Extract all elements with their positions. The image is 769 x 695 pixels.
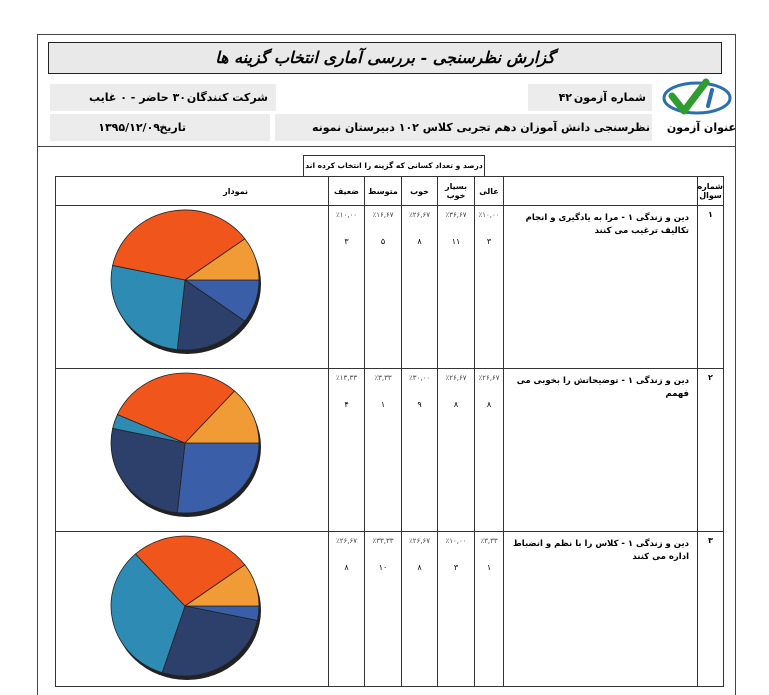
option-count: ۱ bbox=[486, 563, 492, 572]
exam-title-value: نظرسنجی دانش آموزان دهم تجربی کلاس ۱۰۲ دبیرستان نمونه bbox=[311, 121, 650, 134]
col-option-header: عالی bbox=[475, 177, 504, 206]
col-chart-header: نمودار bbox=[56, 177, 329, 206]
participants-box bbox=[50, 84, 276, 111]
option-cell bbox=[329, 532, 365, 687]
option-percent: ٪۲۶,۶۷ bbox=[335, 537, 358, 545]
option-percent: ٪۳۶,۶۷ bbox=[445, 211, 467, 219]
option-cell bbox=[475, 369, 504, 532]
option-percent: ٪۳,۳۳ bbox=[374, 374, 392, 382]
option-percent: ٪۳۳,۳۳ bbox=[372, 537, 394, 545]
question-text: دین و زندگی ۱ - کلاس را با نظم و انضباط اداره می کنند bbox=[504, 532, 698, 687]
question-number: ۱ bbox=[698, 206, 724, 369]
option-count: ۸ bbox=[417, 563, 422, 572]
option-count: ۳ bbox=[486, 237, 492, 246]
results-table bbox=[55, 176, 724, 687]
pie-chart-cell bbox=[56, 532, 329, 687]
question-text: دین و زندگی ۱ - مرا به یادگیری و انجام تکالیف ترغیب می کنند bbox=[504, 206, 698, 369]
option-count: ۹ bbox=[417, 400, 422, 409]
participants-label: شرکت کنندگان bbox=[186, 91, 268, 104]
col-option-header: متوسط bbox=[365, 177, 402, 206]
table-row bbox=[56, 206, 724, 369]
option-percent: ٪۱۶,۶۷ bbox=[372, 211, 394, 219]
option-cell bbox=[329, 206, 365, 369]
option-percent: ٪۲۶,۶۷ bbox=[408, 211, 431, 219]
date-box bbox=[50, 114, 270, 141]
option-count: ۳ bbox=[453, 563, 459, 572]
report-title: گزارش نظرسنجی - بررسی آماری انتخاب گزینه ها bbox=[48, 42, 722, 74]
header-divider bbox=[38, 146, 735, 147]
option-count: ۵ bbox=[380, 237, 386, 246]
col-qnum-header: شماره سوال bbox=[698, 177, 724, 206]
option-count: ۸ bbox=[417, 237, 422, 246]
option-cell bbox=[365, 206, 402, 369]
exam-number-label: شماره آزمون bbox=[573, 91, 646, 104]
option-count: ۸ bbox=[453, 400, 459, 409]
date-label: تاریخ bbox=[159, 121, 186, 134]
option-percent: ٪۲۶,۶۷ bbox=[478, 374, 500, 382]
option-cell bbox=[365, 532, 402, 687]
question-text: دین و زندگی ۱ - توضیحاتش را بخوبی می فهمم bbox=[504, 369, 698, 532]
option-cell bbox=[438, 369, 475, 532]
col-question-header bbox=[504, 177, 698, 206]
question-number: ۲ bbox=[698, 369, 724, 532]
option-cell bbox=[365, 369, 402, 532]
col-option-header: بسیار خوب bbox=[438, 177, 475, 206]
table-row bbox=[56, 532, 724, 687]
pie-slice bbox=[177, 443, 259, 513]
option-percent: ٪۱۳,۳۳ bbox=[335, 374, 358, 382]
option-count: ۴ bbox=[344, 400, 349, 409]
option-cell bbox=[402, 369, 438, 532]
exam-title-label: عنوان آزمون bbox=[666, 121, 736, 134]
option-cell bbox=[438, 206, 475, 369]
option-percent: ٪۲۶,۶۷ bbox=[445, 374, 467, 382]
option-count: ۱ bbox=[380, 400, 386, 409]
option-cell bbox=[402, 206, 438, 369]
pie-chart-cell bbox=[56, 369, 329, 532]
option-count: ۳ bbox=[344, 237, 349, 246]
pie-chart bbox=[55, 532, 328, 682]
participants-value: ۳۰ حاضر - ۰ غایب bbox=[89, 91, 186, 104]
exam-number-value: ۴۲ bbox=[558, 91, 572, 104]
option-percent: ٪۱۰,۰۰ bbox=[335, 211, 358, 219]
option-count: ۸ bbox=[486, 400, 492, 409]
date-value: ۱۳۹۵/۱۲/۰۹ bbox=[98, 121, 160, 134]
option-cell bbox=[475, 206, 504, 369]
exam-title-box bbox=[275, 114, 652, 141]
checkmark-logo-icon bbox=[662, 78, 732, 116]
question-number: ۳ bbox=[698, 532, 724, 687]
option-percent: ٪۳,۳۳ bbox=[480, 537, 498, 545]
option-percent: ٪۱۰,۰۰ bbox=[445, 537, 467, 545]
option-cell bbox=[438, 532, 475, 687]
table-row bbox=[56, 369, 724, 532]
option-percent: ٪۳۰,۰۰ bbox=[408, 374, 431, 382]
col-option-header: ضعیف bbox=[329, 177, 365, 206]
option-count: ۱۱ bbox=[451, 237, 461, 246]
option-count: ۱۰ bbox=[378, 563, 388, 572]
option-count: ۸ bbox=[344, 563, 349, 572]
option-cell bbox=[329, 369, 365, 532]
pie-chart bbox=[55, 369, 328, 527]
options-group-header: درصد و تعداد کسانی که گزینه را انتخاب کرده اند bbox=[303, 155, 485, 176]
pie-chart-cell bbox=[56, 206, 329, 369]
exam-number-box bbox=[528, 84, 652, 111]
option-percent: ٪۲۶,۶۷ bbox=[408, 537, 431, 545]
option-cell bbox=[402, 532, 438, 687]
option-percent: ٪۱۰,۰۰ bbox=[478, 211, 500, 219]
col-option-header: خوب bbox=[402, 177, 438, 206]
table-header-row bbox=[56, 177, 724, 206]
option-cell bbox=[475, 532, 504, 687]
pie-chart bbox=[55, 206, 328, 364]
